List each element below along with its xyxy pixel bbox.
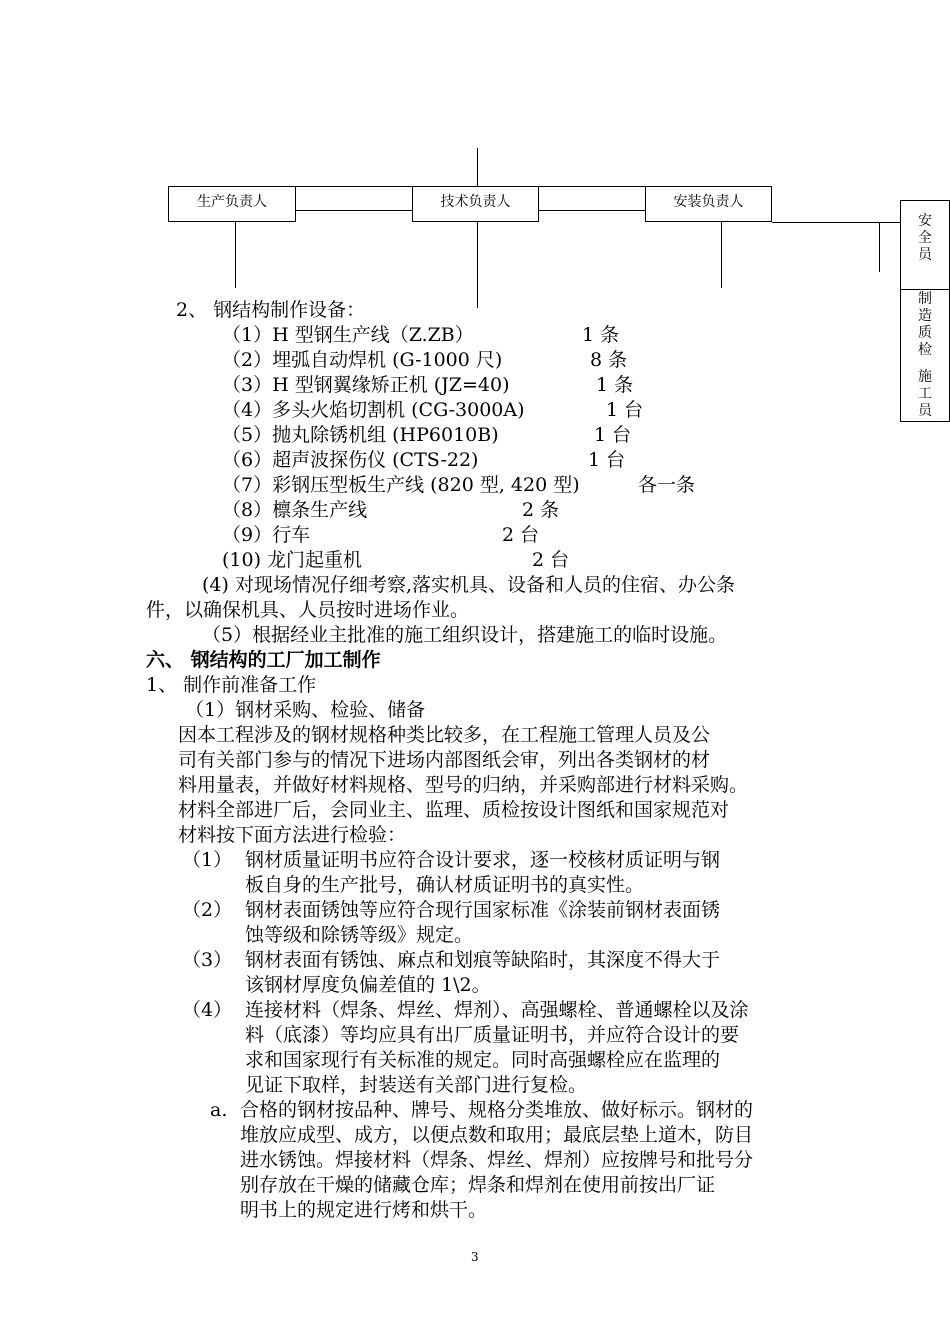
check-4-line3: 求和国家现行有关标准的规定。同时高强螺栓应在监理的 [245, 1049, 721, 1071]
org-box-installation [645, 186, 772, 222]
org-line-v-right [879, 222, 880, 272]
check-3-num: （3） [182, 949, 233, 971]
check-3-line1: 钢材表面有锈蚀、麻点和划痕等缺陷时，其深度不得大于 [245, 949, 721, 971]
item-a-line5: 明书上的规定进行烤和烘干。 [240, 1199, 488, 1221]
intro-line-5: 材料按下面方法进行检验： [178, 824, 407, 846]
equipment-qty-6: 1 台 [588, 449, 626, 471]
org-line-h3 [538, 186, 646, 187]
equipment-item-10: (10) 龙门起重机 [222, 549, 363, 571]
org-line-v-prod [235, 222, 236, 288]
org-label-technical: 技术负责人 [440, 194, 511, 210]
item-a-label: a. [210, 1099, 228, 1121]
org-label-safety: 安 全 员 [918, 213, 932, 263]
equipment-item-4: （4）多头火焰切割机 (CG-3000A) [222, 399, 525, 421]
equipment-heading: 2、 钢结构制作设备： [176, 299, 366, 321]
prep-item-4-line1: (4) 对现场情况仔细考察,落实机具、设备和人员的住宿、办公条 [202, 574, 735, 596]
page-number: 3 [471, 1250, 479, 1264]
check-2-line2: 蚀等级和除锈等级》规定。 [245, 924, 474, 946]
org-label-quality: 制 造 质 检 [918, 291, 932, 358]
org-line-h5 [772, 222, 900, 223]
org-line-h4 [538, 210, 646, 211]
intro-line-1: 因本工程涉及的钢材规格种类比较多，在工程施工管理人员及公 [178, 724, 711, 746]
equipment-item-7: （7）彩钢压型板生产线 (820 型, 420 型) [222, 474, 580, 496]
equipment-qty-4: 1 台 [606, 399, 644, 421]
equipment-qty-8: 2 条 [522, 499, 560, 521]
item-a-line3: 进水锈蚀。焊接材料（焊条、焊丝、焊剂）应按牌号和批号分 [240, 1149, 754, 1171]
section-6-title: 六、 钢结构的工厂加工制作 [146, 649, 381, 671]
prep-item-4-line2: 件，以确保机具、人员按时进场作业。 [146, 599, 470, 621]
item-a-line1: 合格的钢材按品种、牌号、规格分类堆放、做好标示。钢材的 [240, 1099, 754, 1121]
equipment-qty-5: 1 台 [594, 424, 632, 446]
org-line-v-inst [721, 222, 722, 288]
check-1-num: （1） [182, 849, 233, 871]
check-4-line2: 料（底漆）等均应具有出厂质量证明书，并应符合设计的要 [245, 1024, 740, 1046]
equipment-qty-10: 2 台 [532, 549, 570, 571]
check-2-num: （2） [182, 899, 233, 921]
org-divider-1 [901, 289, 950, 290]
org-line-h1 [294, 186, 414, 187]
equipment-item-8: （8）檩条生产线 [222, 499, 368, 521]
check-4-line4: 见证下取样，封装送有关部门进行复检。 [245, 1074, 588, 1096]
item-a-line4: 别存放在干燥的储藏仓库；焊条和焊剂在使用前按出厂证 [240, 1174, 716, 1196]
check-1-line1: 钢材质量证明书应符合设计要求，逐一校核材质证明与钢 [245, 849, 721, 871]
equipment-qty-9: 2 台 [502, 524, 540, 546]
intro-line-3: 料用量表，并做好材料规格、型号的归纳，并采购部进行材料采购。 [178, 774, 749, 796]
equipment-item-5: （5）抛丸除锈机组 (HP6010B) [222, 424, 499, 446]
check-1-line2: 板自身的生产批号，确认材质证明书的真实性。 [245, 874, 645, 896]
org-line-top-vertical [477, 148, 478, 308]
equipment-qty-2: 8 条 [590, 349, 628, 371]
equipment-item-9: （9）行车 [222, 524, 311, 546]
equipment-item-6: （6）超声波探伤仪 (CTS-22) [222, 449, 479, 471]
equipment-qty-3: 1 条 [596, 374, 634, 396]
equipment-item-2: （2）埋弧自动焊机 (G-1000 尺) [222, 349, 503, 371]
org-label-construction: 施 工 员 [918, 369, 932, 419]
intro-line-2: 司有关部门参与的情况下进场内部图纸会审，列出各类钢材的材 [178, 749, 711, 771]
check-2-line1: 钢材表面锈蚀等应符合现行国家标准《涂装前钢材表面锈 [245, 899, 721, 921]
equipment-qty-7: 各一条 [638, 474, 696, 496]
check-4-num: （4） [182, 999, 233, 1021]
org-line-h2 [294, 210, 414, 211]
equipment-qty-1: 1 条 [582, 324, 620, 346]
section-6-sub1-1: （1）钢材采购、检验、储备 [185, 699, 426, 721]
prep-item-5: （5）根据经业主批准的施工组织设计，搭建施工的临时设施。 [202, 624, 728, 646]
org-box-production [168, 186, 296, 222]
check-3-line2: 该钢材厚度负偏差值的 1\2。 [245, 974, 491, 996]
item-a-line2: 堆放应成型、成方，以便点数和取用；最底层垫上道木，防目 [240, 1124, 754, 1146]
check-4-line1: 连接材料（焊条、焊丝、焊剂）、高强螺栓、普通螺栓以及涂 [245, 999, 749, 1021]
org-label-production: 生产负责人 [197, 194, 267, 210]
section-6-sub1: 1、 制作前准备工作 [146, 674, 317, 696]
org-box-staff-column [900, 200, 950, 422]
org-label-installation: 安装负责人 [673, 194, 744, 210]
intro-line-4: 材料全部进厂后，会同业主、监理、质检按设计图纸和国家规范对 [178, 799, 730, 821]
org-box-technical [412, 186, 539, 222]
equipment-item-1: （1）H 型钢生产线（Z.ZB） [222, 324, 474, 346]
equipment-item-3: （3）H 型钢翼缘矫正机 (JZ=40) [222, 374, 510, 396]
